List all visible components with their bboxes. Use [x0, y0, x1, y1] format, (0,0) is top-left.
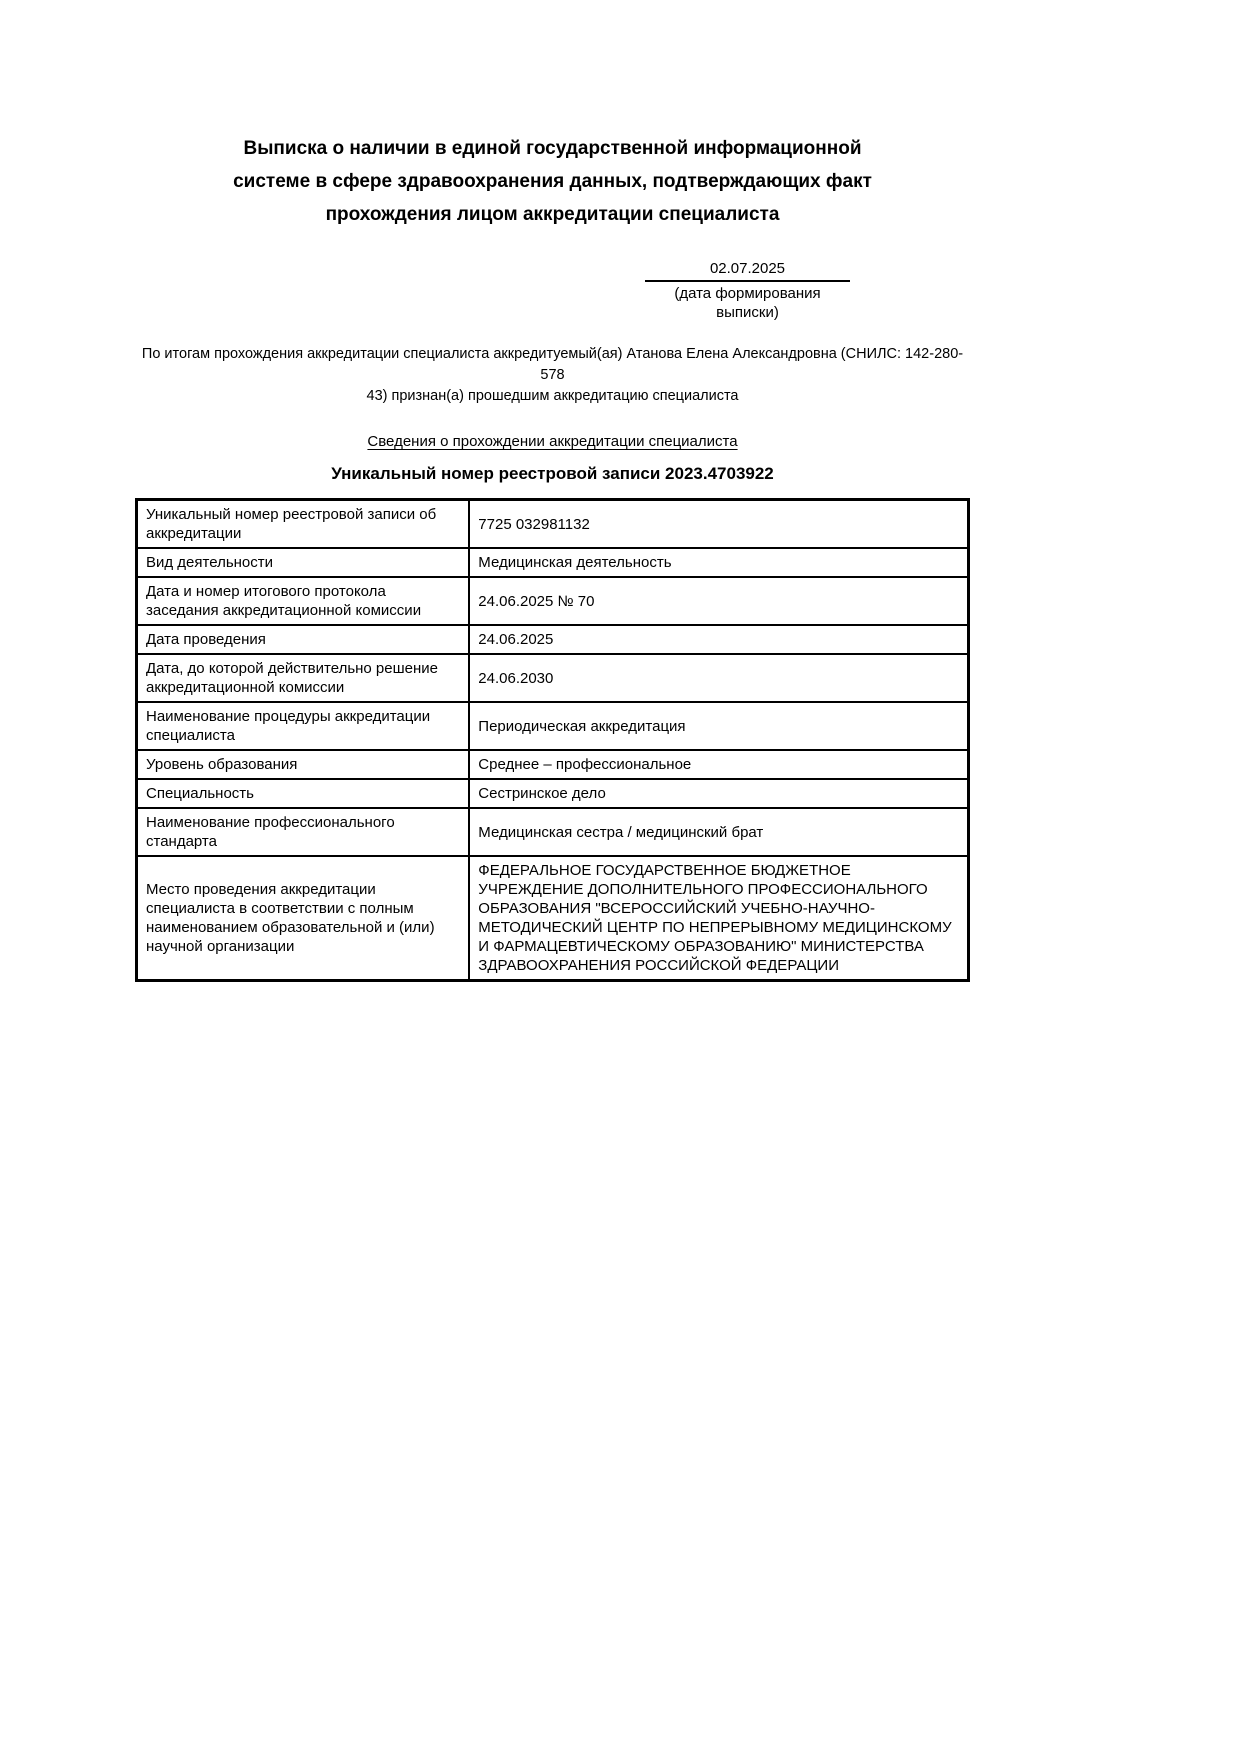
table-row	[137, 500, 969, 549]
row-label-cell: Дата и номер итогового протокола заседания аккредитационной комиссии	[137, 577, 470, 625]
row-value-cell: Периодическая аккредитация	[469, 702, 968, 750]
row-value-cell: 7725 032981132	[469, 500, 968, 549]
intro-line: По итогам прохождения аккредитации специалиста аккредитуемый(ая) Атанова Елена Александровна (СНИЛС: 142-280-578	[141, 346, 964, 383]
row-value-cell: 24.06.2025	[469, 625, 968, 654]
document-title-line: прохождения лицом аккредитации специалиста	[325, 204, 780, 225]
table-row	[137, 808, 969, 856]
row-value-cell: Медицинская деятельность	[469, 548, 968, 577]
intro-paragraph	[135, 344, 970, 407]
table-row	[137, 548, 969, 577]
row-value-cell: ФЕДЕРАЛЬНОЕ ГОСУДАРСТВЕННОЕ БЮДЖЕТНОЕ УЧРЕЖДЕНИЕ ДОПОЛНИТЕЛЬНОГО ПРОФЕССИОНАЛЬНОГО ОБРАЗОВАНИЯ "ВСЕРОССИЙСКИЙ УЧЕБНО-НАУЧНО-МЕТОДИЧЕСКИЙ ЦЕНТР ПО НЕПРЕРЫВНОМУ МЕДИЦИНСКОМУ И ФАРМАЦЕВТИЧЕСКОМУ ОБРАЗОВАНИЮ" МИНИСТЕРСТВА ЗДРАВООХРАНЕНИЯ РОССИЙСКОЙ ФЕДЕРАЦИИ	[469, 856, 968, 981]
intro-line: 43) признан(а) прошедшим аккредитацию специалиста	[366, 388, 739, 404]
accreditation-table	[135, 498, 970, 982]
document-title	[135, 132, 970, 231]
table-row	[137, 625, 969, 654]
table-row	[137, 856, 969, 981]
document-title-line: системе в сфере здравоохранения данных, подтверждающих факт	[233, 171, 872, 192]
table-row	[137, 702, 969, 750]
formation-date-caption: (дата формирования выписки)	[674, 285, 821, 321]
table-row	[137, 779, 969, 808]
table-row	[137, 654, 969, 702]
section-subtitle: Сведения о прохождении аккредитации специалиста	[367, 433, 738, 450]
formation-date: 02.07.2025	[645, 259, 850, 282]
row-value-cell: Медицинская сестра / медицинский брат	[469, 808, 968, 856]
row-value-cell: 24.06.2030	[469, 654, 968, 702]
row-label-cell: Дата, до которой действительно решение аккредитационной комиссии	[137, 654, 470, 702]
row-value-cell: Среднее – профессиональное	[469, 750, 968, 779]
row-label-cell: Наименование процедуры аккредитации специалиста	[137, 702, 470, 750]
row-value-cell: 24.06.2025 № 70	[469, 577, 968, 625]
row-label-cell: Специальность	[137, 779, 470, 808]
row-label-cell: Дата проведения	[137, 625, 470, 654]
table-row	[137, 577, 969, 625]
row-label-cell: Уникальный номер реестровой записи об аккредитации	[137, 500, 470, 549]
formation-date-block	[645, 259, 850, 322]
row-label-cell: Вид деятельности	[137, 548, 470, 577]
table-row	[137, 750, 969, 779]
row-label-cell: Наименование профессионального стандарта	[137, 808, 470, 856]
row-label-cell: Место проведения аккредитации специалиста в соответствии с полным наименованием образовательной и (или) научной организации	[137, 856, 470, 981]
document-title-line: Выписка о наличии в единой государственной информационной	[243, 138, 862, 159]
row-value-cell: Сестринское дело	[469, 779, 968, 808]
registry-heading: Уникальный номер реестровой записи 2023.4703922	[331, 464, 774, 483]
row-label-cell: Уровень образования	[137, 750, 470, 779]
